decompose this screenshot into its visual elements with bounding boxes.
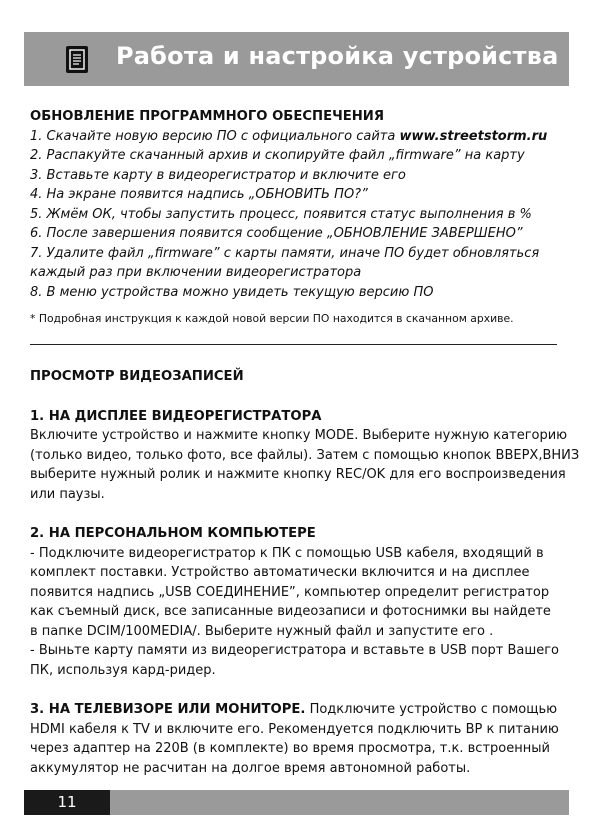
tv-text-line: HDMI кабеля к TV и включите его. Рекомендуется подключить ВР к питанию xyxy=(30,721,559,737)
footer-page-tab xyxy=(24,790,110,815)
display-text-line: Включите устройство и нажмите кнопку MODE. Выберите нужную категорию xyxy=(30,428,568,443)
firmware-step: 3. Вставьте карту в видеорегистратор и включите его xyxy=(30,167,406,183)
playback-heading: ПРОСМОТР ВИДЕОЗАПИСЕЙ xyxy=(30,369,244,384)
display-text-line: или паузы. xyxy=(30,486,105,502)
tv-text-line: аккумулятор не расчитан на долгое время автономной работы. xyxy=(30,760,471,776)
firmware-step-1-text: 1. Скачайте новую версию ПО с официального сайта xyxy=(30,128,400,144)
display-text-line: выберите нужный ролик и нажмите кнопку REC/OK для его воспроизведения xyxy=(30,467,566,482)
firmware-heading: ОБНОВЛЕНИЕ ПРОГРАММНОГО ОБЕСПЕЧЕНИЯ xyxy=(30,109,384,124)
firmware-step: каждый раз при включении видеорегистратора xyxy=(30,265,362,280)
page-number: 11 xyxy=(57,793,77,811)
pc-text-line: - Выньте карту памяти из видеорегистратора и вставьте в USB порт Вашего xyxy=(30,643,560,658)
pc-text-line: - Подключите видеорегистратор к ПК с помощью USB кабеля, входящий в xyxy=(30,545,544,561)
section-banner xyxy=(24,32,569,86)
tv-paragraph-first xyxy=(30,700,575,720)
pc-text-line: как съемный диск, все записанные видеозаписи и фотоснимки вы найдете xyxy=(30,604,551,619)
firmware-step: 8. В меню устройства можно увидеть текущую версию ПО xyxy=(30,284,434,300)
tv-text-first: Подключите устройство с помощью xyxy=(305,702,558,717)
firmware-step: 4. На экране появится надпись „ОБНОВИТЬ ПО?” xyxy=(30,187,368,202)
display-subheading: 1. НА ДИСПЛЕЕ ВИДЕОРЕГИСТРАТОРА xyxy=(30,408,322,424)
section-divider xyxy=(30,344,557,345)
page-title: Работа и настройка устройства xyxy=(116,42,559,70)
pc-text-line: комплект поставки. Устройство автоматически включится и на дисплее xyxy=(30,565,530,580)
firmware-step: 2. Распакуйте скачанный архив и скопируйте файл „firmware” на карту xyxy=(30,148,525,163)
document-icon xyxy=(66,46,88,73)
website-link[interactable]: www.streetstorm.ru xyxy=(399,128,548,144)
pc-text-line: в папке DCIM/100MEDIA/. Выберите нужный файл и запустите его . xyxy=(30,623,494,639)
pc-subheading: 2. НА ПЕРСОНАЛЬНОМ КОМПЬЮТЕРЕ xyxy=(30,526,316,541)
firmware-step: 7. Удалите файл „firmware” с карты памяти, иначе ПО будет обновляться xyxy=(30,245,540,261)
display-text-line: (только видео, только фото, все файлы). Затем с помощью кнопок ВВЕРХ,ВНИЗ xyxy=(30,447,580,463)
pc-text-line: ПК, используя кард-ридер. xyxy=(30,662,216,678)
playback-section xyxy=(30,367,580,778)
pc-text-line: появится надпись „USB СОЕДИНЕНИЕ”, компьютер определит регистратор xyxy=(30,584,550,600)
tv-text-line: через адаптер на 220В (в комплекте) во время просмотра, т.к. встроенный xyxy=(30,741,550,756)
firmware-section xyxy=(30,107,570,327)
firmware-step-1 xyxy=(30,127,570,147)
tv-subheading: 3. НА ТЕЛЕВИЗОРЕ ИЛИ МОНИТОРЕ. xyxy=(30,702,306,717)
firmware-footnote: * Подробная инструкция к каждой новой версии ПО находится в скачанном архиве. xyxy=(30,312,514,325)
footer-bar xyxy=(110,790,569,815)
firmware-step: 5. Жмём ОК, чтобы запустить процесс, появится статус выполнения в % xyxy=(30,206,532,222)
firmware-step: 6. После завершения появится сообщение „ОБНОВЛЕНИЕ ЗАВЕРШЕНО” xyxy=(30,226,523,241)
